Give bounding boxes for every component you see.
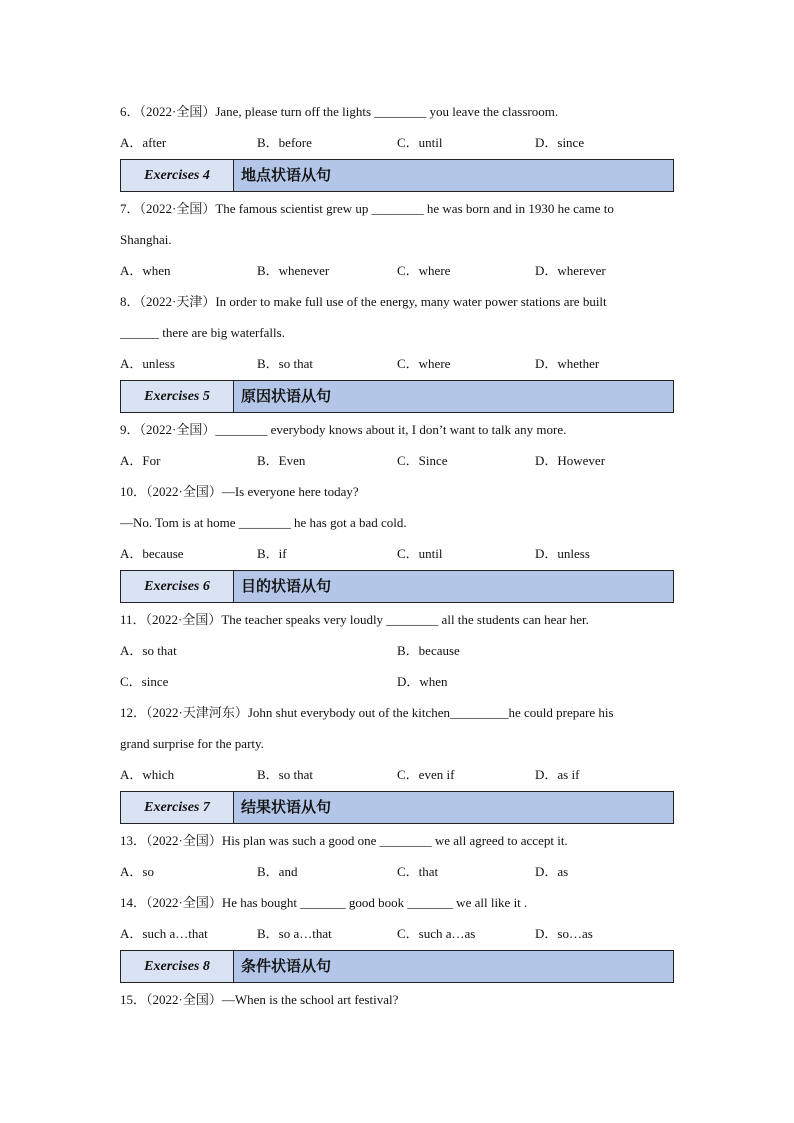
section-title: 原因状语从句	[234, 381, 673, 412]
question-6: 6．（2022·全国）Jane, please turn off the lights ________ you leave the classroom.	[120, 104, 559, 119]
option-a: A．when	[120, 263, 171, 278]
option-a: A．which	[120, 767, 175, 782]
section-title: 条件状语从句	[234, 951, 673, 982]
question-11: 11．（2022·全国）The teacher speaks very loudly ________ all the students can hear her.	[120, 612, 589, 627]
option-b: B．whenever	[257, 263, 330, 278]
question-10-options	[120, 538, 674, 569]
question-8-cont: ______ there are big waterfalls.	[120, 325, 285, 340]
option-b: B．so a…that	[257, 926, 332, 941]
option-d: D．However	[535, 453, 606, 468]
option-c: C．where	[397, 356, 451, 371]
question-6-options	[120, 127, 674, 158]
question-7-options	[120, 255, 674, 286]
option-a: A．so that	[120, 643, 177, 658]
option-b: B．Even	[257, 453, 306, 468]
option-c: C．since	[120, 674, 169, 689]
question-11-options-row2	[120, 666, 674, 697]
option-a: A．unless	[120, 356, 175, 371]
question-12-cont: grand surprise for the party.	[120, 736, 264, 751]
section-title: 结果状语从句	[234, 792, 673, 823]
question-9-options	[120, 445, 674, 476]
option-d: D．so…as	[535, 926, 593, 941]
question-13-options	[120, 856, 674, 887]
question-7: 7．（2022·全国）The famous scientist grew up ________ he was born and in 1930 he came to	[120, 201, 614, 216]
section-label: Exercises 6	[121, 571, 234, 602]
question-14-options	[120, 918, 674, 949]
worksheet	[120, 96, 674, 1015]
section-label: Exercises 4	[121, 160, 234, 191]
question-15: 15．（2022·全国）—When is the school art festival?	[120, 992, 399, 1007]
option-c: C．Since	[397, 453, 448, 468]
option-a: A．after	[120, 135, 167, 150]
option-a: A．such a…that	[120, 926, 208, 941]
question-10: 10．（2022·全国）—Is everyone here today?	[120, 484, 359, 499]
option-a: A．For	[120, 453, 161, 468]
question-7-cont: Shanghai.	[120, 232, 172, 247]
option-d: D．wherever	[535, 263, 606, 278]
option-b: B．so that	[257, 356, 313, 371]
question-11-options-row1	[120, 635, 674, 666]
option-a: A．so	[120, 864, 154, 879]
option-b: B．so that	[257, 767, 313, 782]
question-14: 14．（2022·全国）He has bought _______ good book _______ we all like it .	[120, 895, 528, 910]
section-label: Exercises 8	[121, 951, 234, 982]
question-8-options	[120, 348, 674, 379]
option-c: C．until	[397, 135, 443, 150]
option-b: B．because	[397, 643, 460, 658]
option-c: C．such a…as	[397, 926, 476, 941]
section-label: Exercises 7	[121, 792, 234, 823]
question-12-options	[120, 759, 674, 790]
section-header-exercises-7	[120, 791, 674, 824]
section-title: 目的状语从句	[234, 571, 673, 602]
section-label: Exercises 5	[121, 381, 234, 412]
question-13: 13．（2022·全国）His plan was such a good one ________ we all agreed to accept it.	[120, 833, 568, 848]
option-d: D．since	[535, 135, 585, 150]
option-b: B．if	[257, 546, 287, 561]
option-c: C．even if	[397, 767, 455, 782]
option-c: C．until	[397, 546, 443, 561]
option-c: C．that	[397, 864, 439, 879]
option-b: B．and	[257, 864, 298, 879]
option-d: D．as if	[535, 767, 580, 782]
section-header-exercises-5	[120, 380, 674, 413]
section-title: 地点状语从句	[234, 160, 673, 191]
option-d: D．when	[397, 674, 448, 689]
option-d: D．as	[535, 864, 569, 879]
question-9: 9．（2022·全国）________ everybody knows about it, I don’t want to talk any more.	[120, 422, 567, 437]
question-8: 8．（2022·天津）In order to make full use of the energy, many water power stations are built	[120, 294, 607, 309]
section-header-exercises-8	[120, 950, 674, 983]
section-header-exercises-4	[120, 159, 674, 192]
option-c: C．where	[397, 263, 451, 278]
section-header-exercises-6	[120, 570, 674, 603]
option-d: D．whether	[535, 356, 600, 371]
option-b: B．before	[257, 135, 312, 150]
option-d: D．unless	[535, 546, 590, 561]
option-a: A．because	[120, 546, 184, 561]
question-12: 12．（2022·天津河东）John shut everybody out of the kitchen_________he could prepare his	[120, 705, 614, 720]
question-10-cont: —No. Tom is at home ________ he has got a bad cold.	[120, 515, 407, 530]
